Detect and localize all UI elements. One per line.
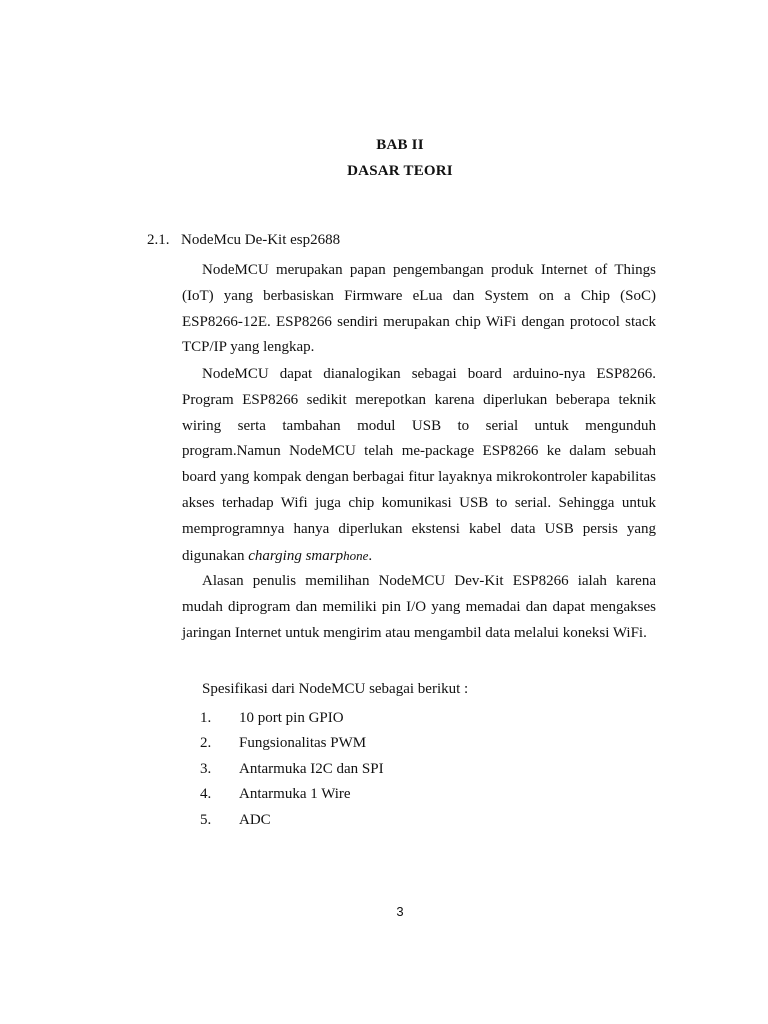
list-item-text: 10 port pin GPIO	[239, 710, 344, 726]
paragraph-text-main: NodeMCU dapat dianalogikan sebagai board arduino-nya ESP8266. Program ESP8266 sedikit merepotkan karena diperlukan beberapa teknik wiring serta tambahan modul USB to serial untuk mengunduh program.Namun NodeMCU telah me-package ESP8266 ke dalam sebuah board yang kompak dengan berbagai fitur layaknya mikrokontroler kapabilitas akses terhadap Wifi juga chip komunikasi USB to serial. Sehingga untuk memprogramnya hanya diperlukan ekstensi kabel data USB persis yang digunakan	[182, 366, 656, 564]
chapter-title: DASAR TEORI	[347, 163, 453, 179]
section-number: 2.1.	[147, 232, 170, 248]
list-item	[200, 808, 384, 833]
emphasis-charging: charging smarp	[248, 547, 344, 564]
paragraph-spec-intro	[182, 677, 656, 703]
list-item-number: 3.	[200, 760, 212, 777]
section-title: NodeMcu De-Kit esp2688	[181, 232, 341, 248]
paragraph-text: Spesifikasi dari NodeMCU sebagai berikut :	[202, 681, 469, 697]
paragraph-text	[182, 362, 656, 569]
paragraph-text: NodeMCU merupakan papan pengembangan produk Internet of Things (IoT) yang berbasiskan Firmware eLua dan System on a Chip (SoC) ESP8266-12E. ESP8266 sendiri merupakan chip WiFi dengan protocol stack TCP/IP yang lengkap.	[182, 262, 656, 356]
paragraph-nodemcu-analogy	[182, 362, 656, 569]
list-item-number: 1.	[200, 710, 212, 726]
spec-list	[200, 706, 384, 833]
paragraph-reason	[182, 569, 656, 646]
emphasis-phone: hone	[343, 547, 369, 563]
list-item	[200, 731, 384, 756]
paragraph-end: .	[368, 547, 373, 564]
list-item-text: Antarmuka 1 Wire	[239, 786, 351, 803]
page-number: 3	[396, 904, 404, 919]
paragraph-nodemcu-intro	[182, 258, 656, 361]
list-item-number: 4.	[200, 786, 212, 803]
list-item-number: 5.	[200, 811, 212, 828]
list-item-text: Antarmuka I2C dan SPI	[239, 760, 384, 777]
list-item-text: ADC	[239, 811, 271, 828]
chapter-number: BAB II	[376, 137, 424, 153]
list-item	[200, 706, 384, 731]
list-item	[200, 757, 384, 782]
list-item	[200, 782, 384, 807]
list-item-number: 2.	[200, 735, 212, 752]
section-heading	[147, 232, 340, 249]
list-item-text: Fungsionalitas PWM	[239, 735, 367, 752]
paragraph-text: Alasan penulis memilihan NodeMCU Dev-Kit ESP8266 ialah karena mudah diprogram dan memiliki pin I/O yang memadai dan dapat mengakses jaringan Internet untuk mengirim atau mengambil data melalui koneksi WiFi.	[182, 573, 656, 641]
